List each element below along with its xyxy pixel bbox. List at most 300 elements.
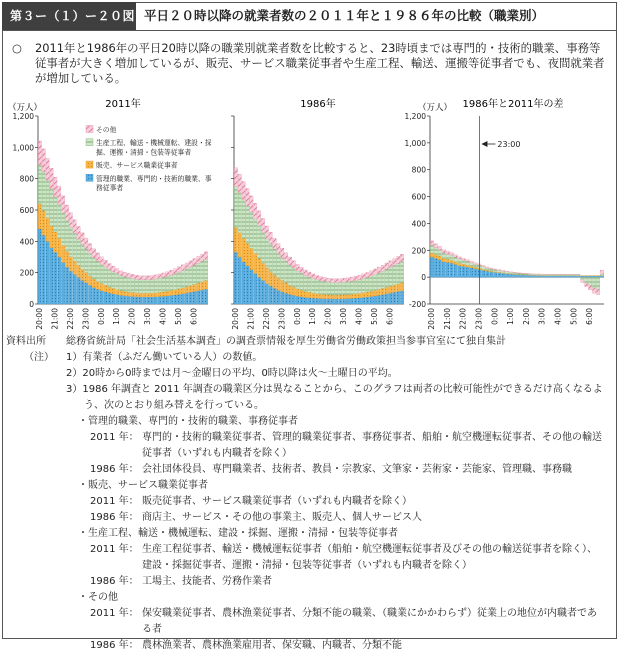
bar-2011-prod [177, 272, 180, 289]
bar-2011-prod [127, 278, 130, 292]
bar-diff-other [446, 251, 449, 254]
bar-1986-other [261, 218, 264, 232]
bar-diff-other [505, 271, 508, 272]
bar-1986-other [331, 279, 334, 283]
bar-1986-other [323, 277, 326, 281]
bar-2011-prod [77, 239, 80, 265]
bar-1986-sales [319, 294, 322, 298]
bar-diff-pro [553, 276, 556, 277]
bar-1986-pro [254, 273, 257, 304]
bar-1986-pro [400, 291, 403, 304]
bar-1986-prod [369, 276, 372, 291]
bar-2011-prod [201, 261, 204, 281]
bar-2011-pro [127, 296, 130, 304]
bar-diff-pro [454, 264, 457, 277]
bar-1986-prod [257, 226, 260, 259]
bar-2011-sales [185, 287, 188, 293]
bar-diff-prod [442, 253, 445, 258]
bar-2011-pro [81, 281, 84, 305]
bar-diff-prod [450, 255, 453, 260]
bar-2011-other [61, 196, 64, 213]
bar-1986-other [393, 259, 396, 266]
bar-2011-pro [104, 292, 107, 304]
bar-2011-prod [135, 279, 138, 292]
note-1: 1）有業者（ふだん働いている人）の数値。 [66, 350, 262, 366]
bar-1986-prod [269, 244, 272, 271]
bar-2011-pro [96, 289, 99, 304]
bar-1986-pro [284, 293, 287, 304]
bar-diff-pro [513, 275, 516, 278]
bar-1986-prod [296, 271, 299, 289]
source-row [6, 334, 611, 350]
bar-1986-other [385, 263, 388, 269]
bar-diff-other [458, 257, 461, 259]
bar-2011-prod [170, 275, 173, 290]
y-tick-label-2011: 0 [29, 300, 34, 309]
chart-1986-title: 1986年 [300, 97, 335, 110]
bar-diff-pro [458, 266, 461, 277]
bar-diff-pro [498, 273, 501, 277]
bar-diff-other [494, 269, 497, 270]
bar-2011-sales [108, 287, 111, 293]
bar-diff-prod [505, 272, 508, 274]
y-tick-label-diff: 1,000 [405, 139, 427, 148]
cat-2-2011-label: 2011 年： [90, 494, 139, 510]
bar-2011-pro [181, 294, 184, 304]
bar-2011-pro [85, 283, 88, 304]
bar-2011-sales [81, 269, 84, 280]
bar-diff-prod [557, 274, 560, 275]
bar-2011-sales [177, 289, 180, 295]
cat-4-1986-row [6, 638, 611, 654]
bar-2011-pro [92, 288, 95, 304]
bar-diff-pro [450, 263, 453, 277]
bar-2011-prod [38, 165, 41, 204]
bar-2011-prod [158, 278, 161, 292]
bar-diff-other [442, 250, 445, 253]
bar-1986-sales [327, 295, 330, 299]
x-tick-label-1986: 6:00 [385, 308, 394, 325]
bar-diff-pro [545, 276, 548, 277]
x-tick-label-diff: 5:00 [569, 308, 578, 325]
bar-2011-pro [58, 257, 61, 304]
bar-2011-pro [46, 241, 49, 304]
bar-diff-prod [490, 269, 493, 271]
bar-2011-sales [123, 291, 126, 295]
bar-1986-sales [400, 283, 403, 291]
note-label: （注） [24, 350, 54, 366]
bar-1986-other [369, 271, 372, 276]
bar-2011-other [204, 252, 207, 260]
bar-1986-other [319, 277, 322, 281]
bar-2011-pro [154, 297, 157, 304]
bar-2011-pro [193, 291, 196, 304]
x-tick-label-2011: 6:00 [189, 308, 198, 325]
bar-1986-sales [366, 292, 369, 297]
bar-diff-sales [430, 253, 433, 257]
bar-2011-sales [73, 261, 76, 274]
x-tick-label-diff: 2:00 [522, 308, 531, 325]
bar-1986-pro [350, 298, 353, 304]
bar-diff-pro [596, 276, 599, 277]
bar-1986-prod [242, 199, 245, 238]
bar-2011-pro [108, 293, 111, 304]
bar-2011-pro [65, 267, 68, 304]
bar-2011-pro [77, 277, 80, 304]
cat-1-2011: 専門的・技術的職業従事者、管理的職業従事者、事務従事者、船舶・航空機運転従事者、その他の輸送従事者（いずれも内職者を除く） [142, 432, 602, 459]
bar-2011-other [50, 168, 53, 189]
bar-diff-prod [561, 274, 564, 275]
bar-1986-pro [288, 294, 291, 304]
bar-2011-other [173, 269, 176, 274]
bar-2011-pro [119, 295, 122, 304]
bar-diff-pro [434, 258, 437, 277]
bar-diff-pro [588, 276, 591, 277]
bar-2011-sales [173, 290, 176, 295]
bar-2011-pro [73, 274, 76, 304]
bar-1986-prod [350, 281, 353, 294]
bar-2011-other [85, 238, 88, 249]
bar-1986-prod [373, 274, 376, 290]
bar-1986-sales [288, 285, 291, 294]
bar-2011-pro [135, 297, 138, 304]
bar-2011-other [181, 265, 184, 271]
bar-2011-prod [131, 279, 134, 293]
bar-1986-other [238, 174, 241, 192]
bar-diff-pro [446, 262, 449, 277]
bar-diff-sales [442, 258, 445, 261]
bar-2011-other [77, 226, 80, 239]
bar-diff-pro [541, 276, 544, 277]
bar-2011-pro [173, 295, 176, 304]
summary-text: 2011年と1986年の平日20時以降の職業別就業者数を比較すると、23時頃までは専門的・技術的職業、事務等従事者が大きく増加しているが、販売、サービス職業従事者や生産工程、輸送、運搬等従事者でも、夜間就業者が増加している。 [35, 41, 608, 86]
bar-1986-prod [389, 267, 392, 286]
bar-diff-other [474, 263, 477, 264]
bar-1986-prod [254, 219, 257, 253]
bar-diff-pro [600, 276, 603, 277]
bar-1986-sales [269, 272, 272, 286]
bar-2011-prod [189, 267, 192, 285]
bar-1986-prod [261, 232, 264, 263]
x-tick-label-diff: 22:00 [459, 308, 468, 330]
y-tick-label-2011: 200 [20, 269, 35, 278]
bar-1986-sales [385, 287, 388, 294]
bar-diff-pro [501, 273, 504, 277]
bar-1986-prod [346, 282, 349, 295]
x-tick-label-diff: 0:00 [490, 308, 499, 325]
bar-1986-other [358, 275, 361, 279]
bar-diff-pro [592, 276, 595, 277]
bar-1986-pro [346, 299, 349, 304]
bar-diff-pro [438, 260, 441, 277]
bar-1986-sales [308, 292, 311, 297]
bar-1986-prod [381, 271, 384, 288]
bar-2011-sales [46, 218, 49, 242]
bar-diff-prod [438, 250, 441, 256]
bar-2011-sales [201, 282, 204, 290]
bar-2011-prod [119, 276, 122, 291]
bar-2011-other [154, 275, 157, 279]
bar-diff-pro [490, 272, 493, 277]
note-2: 2）20時から0時までは月～金曜日の平均、0時以降は火～土曜日の平均。 [66, 366, 398, 382]
y-tick-label-2011: 600 [20, 206, 35, 215]
bar-2011-sales [139, 293, 142, 297]
bar-2011-other [197, 256, 200, 263]
legend-swatch-prod [86, 139, 93, 146]
bar-2011-other [119, 271, 122, 276]
bar-diff-pro [509, 274, 512, 277]
bar-1986-prod [393, 265, 396, 285]
bar-diff-prod [585, 277, 588, 282]
bar-diff-other [430, 241, 433, 245]
bar-1986-pro [265, 284, 268, 304]
bar-1986-sales [381, 288, 384, 294]
bar-2011-sales [38, 204, 41, 229]
bar-2011-pro [201, 290, 204, 304]
cat-3-2011-label: 2011 年： [90, 542, 139, 558]
bar-diff-pro [585, 276, 588, 277]
bar-2011-other [108, 264, 111, 270]
bar-1986-pro [296, 296, 299, 304]
bar-diff-prod [498, 270, 501, 272]
bar-2011-sales [116, 290, 119, 295]
bar-2011-pro [69, 271, 72, 304]
bar-2011-sales [181, 288, 184, 294]
bar-1986-prod [284, 261, 287, 283]
note-row-1 [6, 350, 611, 366]
x-tick-label-diff: 21:00 [443, 308, 452, 330]
bar-2011-other [100, 257, 103, 265]
bar-1986-sales [339, 295, 342, 299]
bar-1986-other [254, 203, 257, 219]
bar-2011-prod [46, 180, 49, 218]
cat-1-2011-row [6, 430, 611, 462]
summary-box [12, 41, 608, 86]
bar-2011-prod [146, 280, 149, 293]
y-tick-label-2011: 1,200 [13, 112, 35, 121]
bar-2011-prod [123, 277, 126, 291]
x-tick-label-1986: 5:00 [370, 308, 379, 325]
bar-2011-sales [42, 211, 45, 235]
bar-diff-prod [446, 254, 449, 259]
bar-2011-other [150, 276, 153, 280]
bar-2011-other [81, 233, 84, 245]
bar-2011-sales [135, 293, 138, 297]
bar-1986-prod [323, 281, 326, 294]
bar-2011-sales [150, 293, 153, 297]
bar-2011-pro [88, 285, 91, 304]
bar-diff-other [600, 270, 603, 274]
bar-1986-prod [304, 275, 307, 291]
bar-1986-other [377, 267, 380, 273]
bar-diff-other [498, 270, 501, 271]
bar-2011-sales [193, 284, 196, 291]
bar-1986-sales [281, 281, 284, 292]
bar-2011-sales [170, 290, 173, 295]
bar-diff-prod [577, 274, 580, 275]
bar-1986-other [300, 267, 303, 273]
bar-2011-prod [81, 245, 84, 270]
bar-diff-pro [529, 275, 532, 277]
bar-2011-other [58, 186, 61, 204]
chart-1986 [231, 97, 404, 330]
bar-diff-prod [533, 274, 536, 275]
bar-2011-other [42, 149, 45, 172]
bar-diff-pro [494, 272, 497, 277]
bar-1986-prod [265, 239, 268, 268]
bar-1986-sales [393, 285, 396, 292]
bar-1986-sales [246, 243, 249, 265]
x-tick-label-1986: 21:00 [246, 308, 255, 330]
y-tick-label-2011: 800 [20, 175, 35, 184]
legend-label-sales: 販売、サービス職業従事者 [96, 161, 178, 170]
bar-diff-other [581, 280, 584, 283]
bar-2011-pro [116, 295, 119, 304]
cat-2-1986-label: 1986 年： [90, 510, 139, 526]
bar-diff-pro [533, 276, 536, 278]
bar-diff-other [513, 272, 516, 273]
bar-2011-prod [166, 276, 169, 291]
x-tick-label-2011: 20:00 [35, 308, 44, 330]
cat-2: ・販売、サービス職業従事者 [6, 478, 611, 494]
cat-1-1986: 会社団体役員、専門職業者、技術者、教員・宗教家、文筆家・芸術家・芸能家、管理職、事務職 [142, 464, 572, 475]
bar-diff-pro [573, 276, 576, 277]
bar-1986-prod [234, 187, 237, 228]
bar-1986-prod [288, 265, 291, 285]
bar-1986-pro [366, 297, 369, 304]
source-label: 資料出所 [6, 336, 46, 347]
bar-2011-prod [193, 265, 196, 284]
bar-2011-pro [38, 229, 41, 304]
bar-diff-pro [549, 276, 552, 277]
bar-2011-pro [166, 296, 169, 304]
cat-4-2011-label: 2011 年： [90, 606, 139, 622]
cat-1-1986-row [6, 462, 611, 478]
bar-1986-prod [308, 277, 311, 292]
bar-2011-prod [116, 274, 119, 290]
bar-1986-other [246, 189, 249, 206]
bar-2011-sales [143, 293, 146, 297]
bar-diff-sales [454, 262, 457, 265]
bar-diff-other [596, 289, 599, 294]
bar-diff-pro [482, 270, 485, 277]
bar-diff-prod [545, 274, 548, 275]
bar-diff-pro [525, 275, 528, 277]
bar-1986-prod [315, 280, 318, 294]
bar-diff-prod [588, 277, 591, 285]
y-tick-label-diff: 800 [412, 166, 427, 175]
bar-1986-other [250, 196, 253, 212]
bar-2011-pro [170, 295, 173, 304]
source-text: 総務省統計局「社会生活基本調査」の調査票情報を厚生労働省労働政策担当参事官室にて独自集計 [66, 334, 506, 350]
bar-2011-other [177, 267, 180, 272]
bar-2011-other [123, 272, 126, 277]
cat-1: ・管理的職業、専門的・技術的職業、事務従事者 [6, 414, 611, 430]
cat-3-1986: 工場主、技能者、労務作業者 [142, 576, 272, 587]
bar-1986-sales [300, 290, 303, 297]
y-tick-label-diff: 600 [412, 193, 427, 202]
bar-diff-prod [434, 248, 437, 255]
bar-1986-pro [389, 293, 392, 304]
bar-diff-other [438, 246, 441, 249]
bar-2011-other [127, 273, 130, 277]
bar-1986-prod [362, 278, 365, 292]
bar-1986-pro [385, 294, 388, 304]
bar-2011-other [193, 259, 196, 266]
bar-1986-pro [369, 296, 372, 304]
bar-1986-other [373, 269, 376, 274]
cat-2-1986-row [6, 510, 611, 526]
bar-diff-other [588, 285, 591, 290]
bar-2011-sales [131, 292, 134, 296]
bar-1986-sales [242, 238, 245, 262]
x-tick-label-1986: 0:00 [293, 308, 302, 325]
x-tick-label-1986: 23:00 [277, 308, 286, 330]
cat-4-1986-label: 1986 年： [90, 638, 139, 654]
bar-1986-sales [304, 291, 307, 297]
annotation-arrow [481, 141, 487, 147]
chart-2011-ylabel: （万人） [8, 102, 42, 113]
bar-diff-sales [458, 263, 461, 265]
bar-diff-other [462, 258, 465, 260]
bar-2011-pro [112, 294, 115, 304]
bar-2011-other [54, 177, 57, 197]
bar-diff-prod [509, 272, 512, 273]
y-tick-label-diff: 200 [412, 246, 427, 255]
bar-1986-pro [246, 266, 249, 304]
bar-2011-prod [173, 274, 176, 290]
bar-diff-pro [430, 257, 433, 277]
bar-1986-sales [397, 284, 400, 292]
figure-title: 平日２０時以降の就業者数の２０１１年と１９８６年の比較（職業別） [144, 2, 544, 30]
bar-1986-sales [273, 275, 276, 288]
x-tick-label-diff: 3:00 [538, 308, 547, 325]
bar-2011-other [69, 213, 72, 228]
x-tick-label-2011: 4:00 [159, 308, 168, 325]
y-tick-label-2011: 1,000 [13, 143, 35, 152]
bar-1986-sales [350, 294, 353, 298]
bar-diff-prod [573, 274, 576, 275]
bar-2011-pro [100, 291, 103, 304]
bar-diff-other [501, 270, 504, 271]
bar-1986-sales [377, 289, 380, 295]
bar-1986-sales [342, 295, 345, 299]
bar-2011-other [185, 263, 188, 269]
bar-diff-pro [537, 276, 540, 278]
bar-2011-sales [100, 283, 103, 290]
bar-1986-prod [273, 249, 276, 275]
bar-diff-prod [430, 245, 433, 253]
bar-2011-sales [54, 232, 57, 252]
bar-1986-sales [284, 283, 287, 293]
bar-diff-pro [462, 266, 465, 277]
bar-1986-pro [393, 292, 396, 304]
bar-diff-prod [553, 274, 556, 275]
bar-diff-prod [592, 277, 595, 288]
bar-diff-other [490, 268, 493, 269]
bar-1986-other [362, 274, 365, 279]
bar-1986-other [281, 248, 284, 257]
cat-4-1986: 農林漁業者、農林漁業雇用者、保安職、内職者、分類不能 [142, 640, 402, 651]
bar-1986-other [327, 278, 330, 282]
bar-1986-prod [377, 273, 380, 290]
bar-2011-prod [65, 221, 68, 252]
bar-1986-pro [304, 297, 307, 304]
bar-2011-pro [54, 252, 57, 304]
cat-4-2011: 保安職業従事者、農林漁業従事者、分類不能の職業、（職業にかかわらず）従業上の地位が内職者である者 [142, 608, 597, 635]
bar-2011-pro [50, 248, 53, 304]
bar-2011-pro [197, 291, 200, 304]
